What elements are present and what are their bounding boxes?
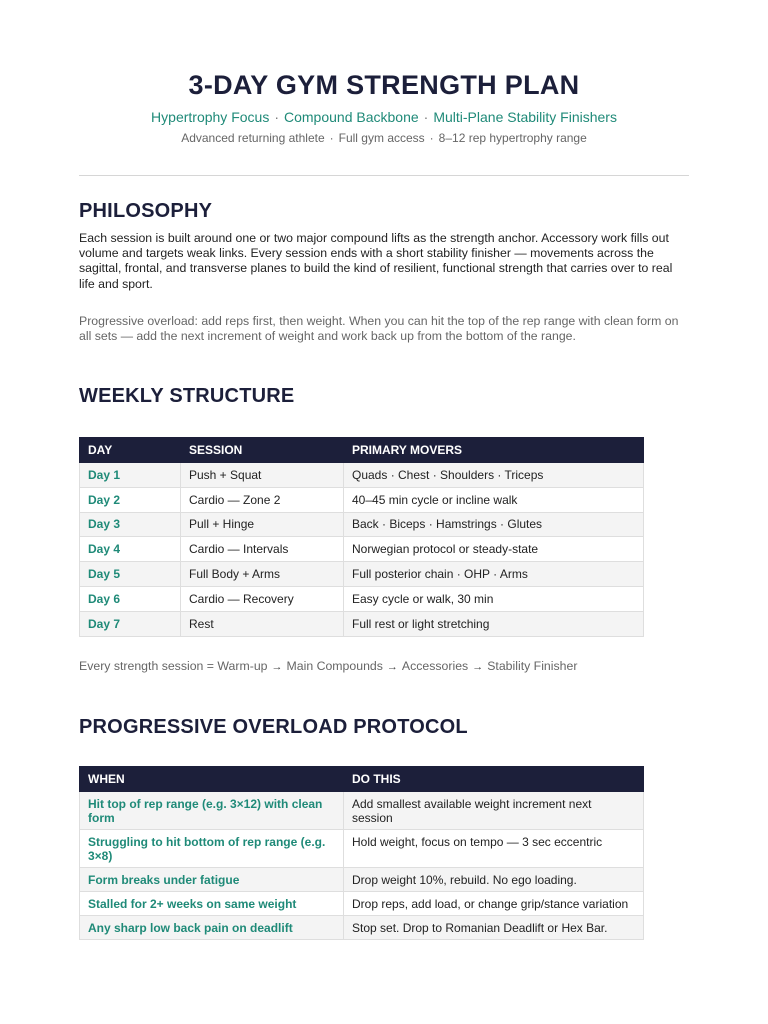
header-divider — [79, 175, 689, 176]
arrow-right-icon: → — [271, 661, 283, 673]
flow-step: Main Compounds — [286, 659, 383, 673]
day-cell: Day 6 — [80, 586, 181, 611]
column-header: PRIMARY MOVERS — [344, 438, 644, 463]
action-cell: Stop set. Drop to Romanian Deadlift or Hex Bar. — [344, 916, 644, 940]
day-cell: Day 7 — [80, 611, 181, 636]
arrow-right-icon: → — [386, 661, 398, 673]
table-row — [80, 830, 644, 868]
flow-step: Accessories — [401, 659, 469, 673]
day-cell: Day 1 — [80, 463, 181, 488]
movers-cell: Full posterior chain · OHP · Arms — [344, 562, 644, 587]
table-row — [80, 868, 644, 892]
meta-item: 8–12 rep hypertrophy range — [438, 131, 587, 145]
session-cell: Pull + Hinge — [181, 512, 344, 537]
session-cell: Cardio — Zone 2 — [181, 487, 344, 512]
philosophy-heading: PHILOSOPHY — [79, 200, 213, 222]
table-row — [80, 487, 644, 512]
session-cell: Cardio — Intervals — [181, 537, 344, 562]
action-cell: Hold weight, focus on tempo — 3 sec eccentric — [344, 830, 644, 868]
session-cell: Rest — [181, 611, 344, 636]
meta-item: Advanced returning athlete — [181, 131, 325, 145]
separator-dot: · — [274, 109, 279, 125]
column-header: DO THIS — [344, 767, 644, 792]
table-row — [80, 916, 644, 940]
subtitle-item: Compound Backbone — [284, 109, 419, 125]
table-row — [80, 562, 644, 587]
weekly-structure-table — [79, 437, 644, 637]
when-cell: Stalled for 2+ weeks on same weight — [80, 892, 344, 916]
when-cell: Form breaks under fatigue — [80, 868, 344, 892]
column-header: DAY — [80, 438, 181, 463]
table-row — [80, 892, 644, 916]
subtitle-item: Hypertrophy Focus — [151, 109, 270, 125]
subtitle-line — [79, 109, 689, 125]
table-header-row — [80, 767, 644, 792]
meta-line — [79, 131, 689, 145]
separator-dot: · — [329, 131, 334, 145]
day-cell: Day 5 — [80, 562, 181, 587]
action-cell: Drop reps, add load, or change grip/stance variation — [344, 892, 644, 916]
table-row — [80, 463, 644, 488]
movers-cell: Norwegian protocol or steady-state — [344, 537, 644, 562]
flow-prefix: Every strength session = — [79, 659, 218, 673]
meta-item: Full gym access — [338, 131, 425, 145]
table-row — [80, 512, 644, 537]
day-cell: Day 2 — [80, 487, 181, 512]
arrow-right-icon: → — [472, 661, 484, 673]
column-header: WHEN — [80, 767, 344, 792]
action-cell: Drop weight 10%, rebuild. No ego loading. — [344, 868, 644, 892]
session-cell: Push + Squat — [181, 463, 344, 488]
movers-cell: Full rest or light stretching — [344, 611, 644, 636]
table-row — [80, 792, 644, 830]
table-header-row — [80, 438, 644, 463]
philosophy-note: Progressive overload: add reps first, then weight. When you can hit the top of the rep range with clean form on all sets — add the next increment of weight and work back up from the bottom of the range. — [79, 314, 679, 344]
flow-step: Stability Finisher — [487, 659, 578, 673]
page-title: 3-DAY GYM STRENGTH PLAN — [188, 70, 580, 100]
when-cell: Any sharp low back pain on deadlift — [80, 916, 344, 940]
when-cell: Struggling to hit bottom of rep range (e.g. 3×8) — [80, 830, 344, 868]
separator-dot: · — [423, 109, 429, 125]
table-row — [80, 586, 644, 611]
action-cell: Add smallest available weight increment next session — [344, 792, 644, 830]
weekly-heading: WEEKLY STRUCTURE — [79, 385, 295, 407]
day-cell: Day 3 — [80, 512, 181, 537]
day-cell: Day 4 — [80, 537, 181, 562]
table-row — [80, 537, 644, 562]
flow-step: Warm-up — [217, 659, 268, 673]
column-header: SESSION — [181, 438, 344, 463]
philosophy-body: Each session is built around one or two major compound lifts as the strength anchor. Accessory work fills out volume and targets weak links. Every session ends with a short stability finisher — movements across the sagittal, frontal, and transverse planes to build the kind of resilient, functional strength that carries over to real life and sport. — [79, 231, 673, 291]
subtitle-item: Multi-Plane Stability Finishers — [433, 109, 617, 125]
when-cell: Hit top of rep range (e.g. 3×12) with clean form — [80, 792, 344, 830]
movers-cell: Easy cycle or walk, 30 min — [344, 586, 644, 611]
table-row — [80, 611, 644, 636]
session-cell: Full Body + Arms — [181, 562, 344, 587]
movers-cell: 40–45 min cycle or incline walk — [344, 487, 644, 512]
session-cell: Cardio — Recovery — [181, 586, 344, 611]
overload-heading: PROGRESSIVE OVERLOAD PROTOCOL — [79, 716, 468, 738]
movers-cell: Back · Biceps · Hamstrings · Glutes — [344, 512, 644, 537]
overload-protocol-table — [79, 766, 644, 940]
separator-dot: · — [429, 131, 434, 145]
session-flow-line — [79, 659, 577, 673]
movers-cell: Quads · Chest · Shoulders · Triceps — [344, 463, 644, 488]
